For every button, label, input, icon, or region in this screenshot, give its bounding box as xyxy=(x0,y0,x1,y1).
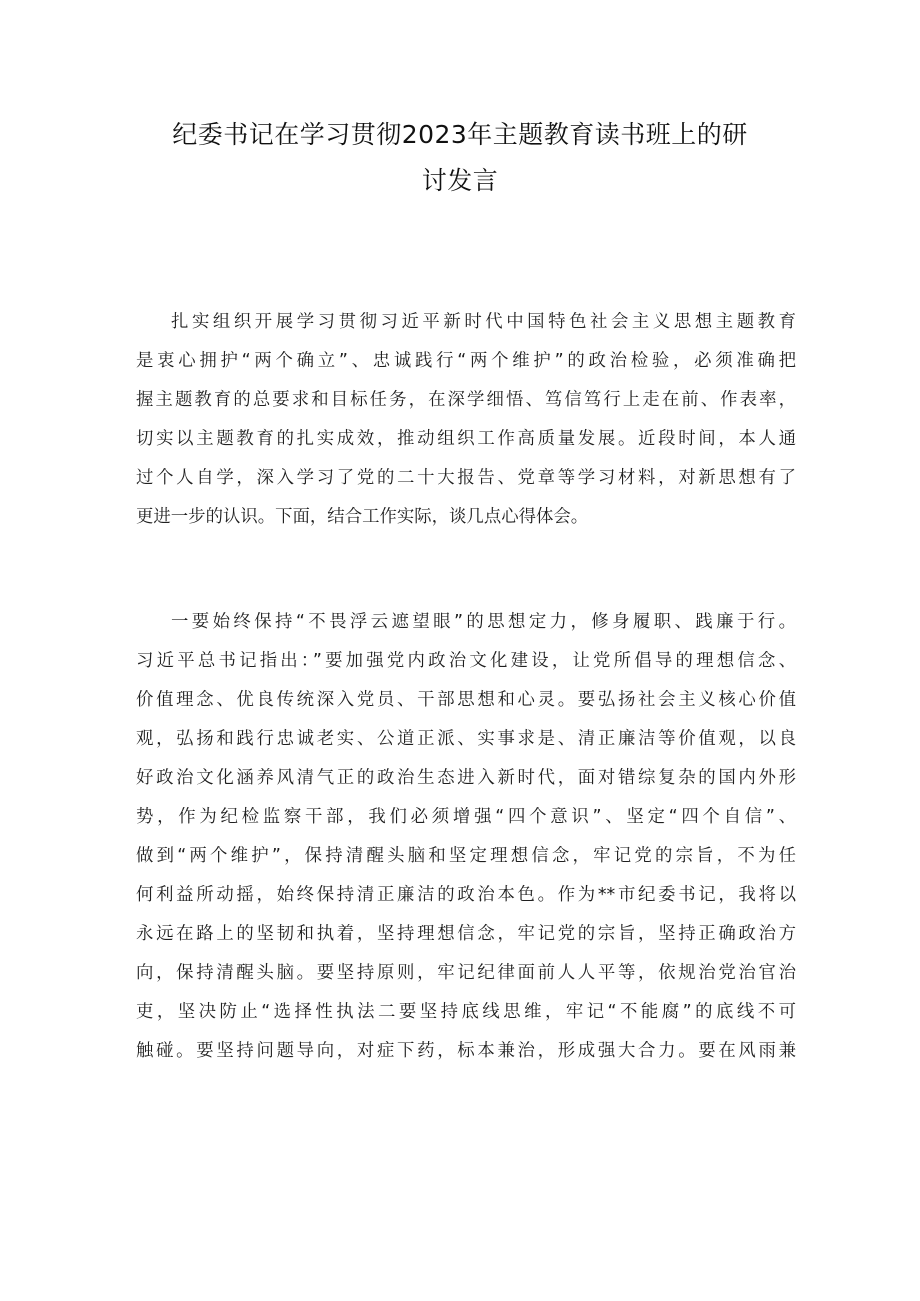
paragraph-line: 好政治文化涵养风清气正的政治生态进入新时代，面对错综复杂的国内外形 xyxy=(136,768,796,788)
title-line: 纪委书记在学习贯彻2023年主题教育读书班上的研 xyxy=(172,120,748,149)
paragraph-line: 向，保持清醒头脑。要坚持原则，牢记纪律面前人人平等，依规治党治官治 xyxy=(136,963,796,983)
title-line: 讨发言 xyxy=(421,166,499,195)
paragraph-line: 永远在路上的坚韧和执着，坚持理想信念，牢记党的宗旨，坚持正确政治方 xyxy=(136,924,796,944)
paragraph-line: 势，作为纪检监察干部，我们必须增强“四个意识”、坚定“四个自信”、 xyxy=(136,807,796,827)
paragraph-line: 握主题教育的总要求和目标任务，在深学细悟、笃信笃行上走在前、作表率， xyxy=(136,390,796,410)
body-paragraph-intro xyxy=(136,303,796,537)
paragraph-line: 更进一步的认识。下面，结合工作实际，谈几点心得体会。 xyxy=(136,507,589,527)
paragraph-line: 触碰。要坚持问题导向，对症下药，标本兼治，形成强大合力。要在风雨兼 xyxy=(136,1041,796,1061)
paragraph-line: 切实以主题教育的扎实成效，推动组织工作高质量发展。近段时间，本人通 xyxy=(136,429,796,449)
paragraph-line: 做到“两个维护”，保持清醒头脑和坚定理想信念，牢记党的宗旨，不为任 xyxy=(136,846,796,866)
paragraph-line: 习近平总书记指出：”要加强党内政治文化建设，让党所倡导的理想信念、 xyxy=(136,651,796,671)
paragraph-line: 过个人自学，深入学习了党的二十大报告、党章等学习材料，对新思想有了 xyxy=(136,468,796,488)
paragraph-line: 是衷心拥护“两个确立”、忠诚践行“两个维护”的政治检验，必须准确把 xyxy=(136,351,796,371)
paragraph-line: 一要始终保持“不畏浮云遮望眼”的思想定力，修身履职、践廉于行。 xyxy=(171,612,796,632)
paragraph-line: 价值理念、优良传统深入党员、干部思想和心灵。要弘扬社会主义核心价值 xyxy=(136,690,796,710)
paragraph-line: 吏，坚决防止“选择性执法二要坚持底线思维，牢记“不能腐”的底线不可 xyxy=(136,1002,796,1022)
paragraph-line: 扎实组织开展学习贯彻习近平新时代中国特色社会主义思想主题教育 xyxy=(171,312,796,332)
paragraph-line: 何利益所动摇，始终保持清正廉洁的政治本色。作为**市纪委书记，我将以 xyxy=(136,885,796,905)
document-title xyxy=(120,112,800,204)
body-paragraph-point-one xyxy=(136,603,796,1071)
paragraph-line: 观，弘扬和践行忠诚老实、公道正派、实事求是、清正廉洁等价值观，以良 xyxy=(136,729,796,749)
